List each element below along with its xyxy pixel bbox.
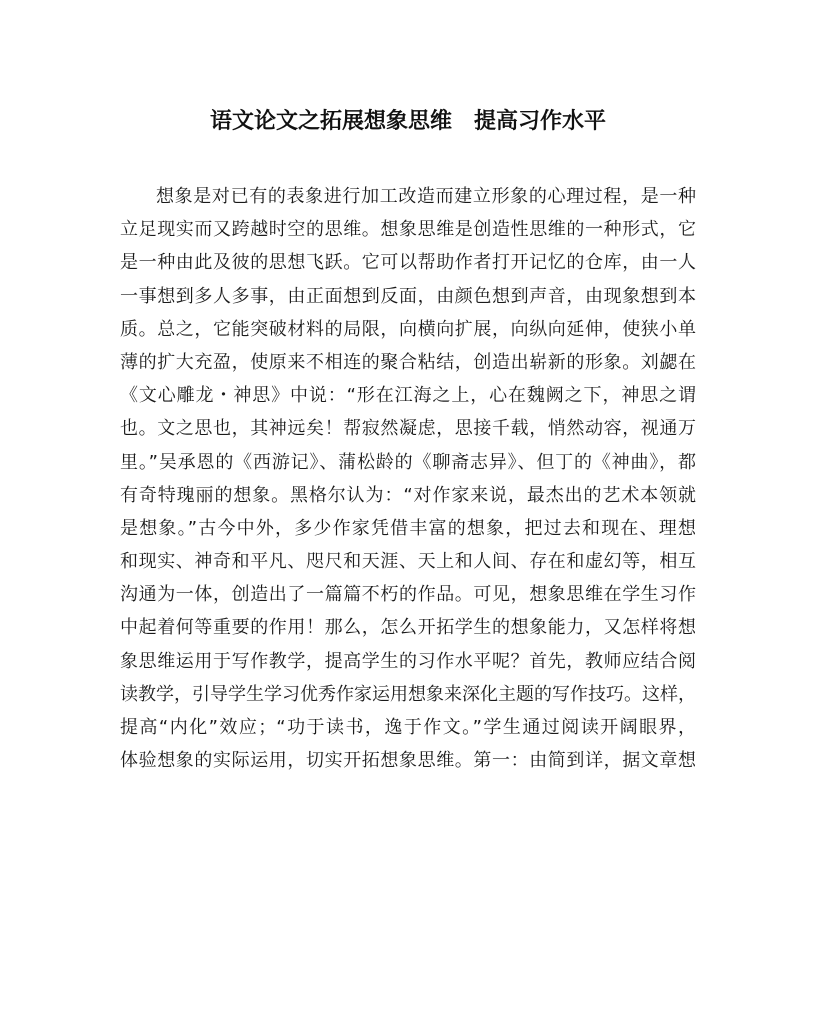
body-line: 薄的扩大充盈，使原来不相连的聚合粘结，创造出崭新的形象。刘勰在	[120, 351, 696, 373]
body-line: 也。文之思也，其神远矣！帮寂然凝虑，思接千载，悄然动容，视通万	[120, 418, 696, 440]
body-line: 质。总之，它能突破材料的局限，向横向扩展，向纵向延伸，使狭小单	[120, 318, 696, 340]
body-line: 立足现实而又跨越时空的思维。想象思维是创造性思维的一种形式，它	[120, 219, 696, 241]
document-title: 语文论文之拓展想象思维 提高习作水平	[209, 108, 606, 134]
document-body	[120, 180, 696, 777]
body-line: 想象是对已有的表象进行加工改造而建立形象的心理过程，是一种	[156, 186, 696, 207]
body-line: 中起着何等重要的作用！那么，怎么开拓学生的想象能力，又怎样将想	[120, 617, 696, 639]
body-line: 和现实、神奇和平凡、咫尺和天涯、天上和人间、存在和虚幻等，相互	[120, 551, 696, 573]
body-line: 《文心雕龙・神思》中说：“形在江海之上，心在魏阙之下，神思之谓	[120, 385, 696, 407]
body-line: 提高“内化”效应；“功于读书，逸于作文。”学生通过阅读开阔眼界，	[120, 717, 696, 738]
body-line: 是想象。”古今中外，多少作家凭借丰富的想象，把过去和现在、理想	[120, 517, 696, 539]
body-line: 象思维运用于写作教学，提高学生的习作水平呢？首先，教师应结合阅	[120, 650, 696, 672]
body-line: 是一种由此及彼的思想飞跃。它可以帮助作者打开记忆的仓库，由一人	[120, 252, 696, 274]
body-line: 沟通为一体，创造出了一篇篇不朽的作品。可见，想象思维在学生习作	[120, 584, 696, 606]
body-line: 一事想到多人多事，由正面想到反面，由颜色想到声音，由现象想到本	[120, 285, 696, 307]
body-line: 读教学，引导学生学习优秀作家运用想象来深化主题的写作技巧。这样，	[120, 683, 696, 705]
body-line: 里。”吴承恩的《西游记》、蒲松龄的《聊斋志异》、但丁的《神曲》，都	[120, 451, 696, 473]
body-line: 体验想象的实际运用，切实开拓想象思维。第一：由简到详，据文章想	[120, 750, 696, 772]
body-line: 有奇特瑰丽的想象。黑格尔认为：“对作家来说，最杰出的艺术本领就	[120, 484, 696, 506]
